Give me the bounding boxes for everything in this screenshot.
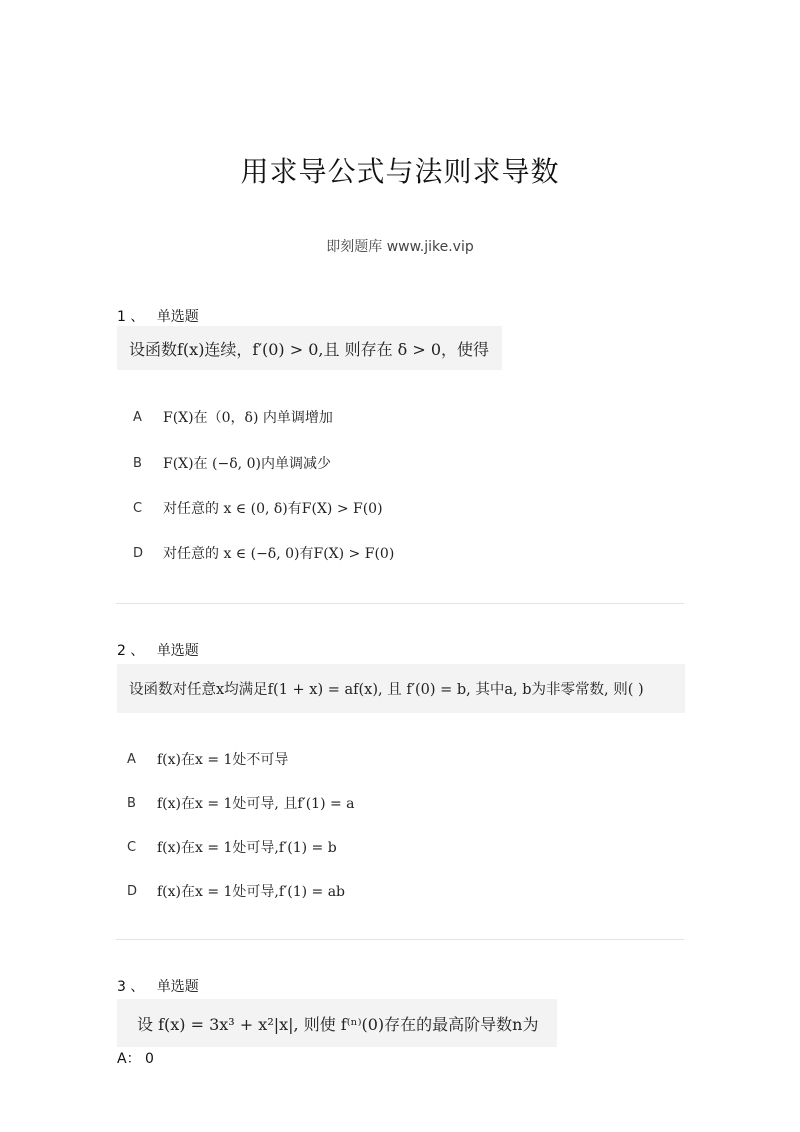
- question-divider: [116, 939, 684, 940]
- question-2-option-c[interactable]: C f(x)在x = 1处可导,f′(1) = b: [127, 839, 337, 856]
- question-3-header: [117, 976, 199, 996]
- document-title: 用求导公式与法则求导数: [240, 155, 560, 188]
- question-1-option-d[interactable]: D 对任意的 x ∈ (−δ, 0)有F(X) > F(0): [133, 545, 395, 562]
- question-3-answer-option[interactable]: A： 0: [117, 1051, 154, 1067]
- question-number: 2 、: [117, 643, 145, 659]
- question-type: 单选题: [156, 979, 199, 995]
- question-3-stem: 设 f(x) = 3x³ + x²|x|, 则使 f⁽ⁿ⁾(0)存在的最高阶导数n为: [117, 999, 557, 1047]
- question-1-stem: 设函数f(x)连续，f′(0) > 0,且 则存在 δ > 0，使得: [117, 326, 502, 370]
- question-type: 单选题: [156, 643, 199, 659]
- question-1-option-a[interactable]: A F(X)在（0，δ) 内单调增加: [133, 409, 333, 426]
- question-1-option-b[interactable]: B F(X)在 (−δ, 0)内单调减少: [133, 455, 331, 472]
- question-2-option-b[interactable]: B f(x)在x = 1处可导, 且f′(1) = a: [127, 795, 355, 812]
- question-2-option-a[interactable]: A f(x)在x = 1处不可导: [127, 751, 289, 768]
- question-2-option-d[interactable]: D f(x)在x = 1处可导,f′(1) = ab: [127, 883, 346, 900]
- document-subtitle: 即刻题库 www.jike.vip: [326, 239, 474, 255]
- question-2-header: [117, 640, 199, 660]
- question-type: 单选题: [156, 309, 199, 325]
- question-2-stem: 设函数对任意x均满足f(1 + x) = af(x), 且 f′(0) = b, 其中a, b为非零常数, 则( ): [117, 664, 685, 713]
- question-number: 3 、: [117, 979, 145, 995]
- question-divider: [116, 603, 684, 604]
- question-number: 1 、: [117, 309, 145, 325]
- question-1-header: [117, 306, 199, 326]
- question-1-option-c[interactable]: C 对任意的 x ∈ (0, δ)有F(X) > F(0): [133, 500, 383, 517]
